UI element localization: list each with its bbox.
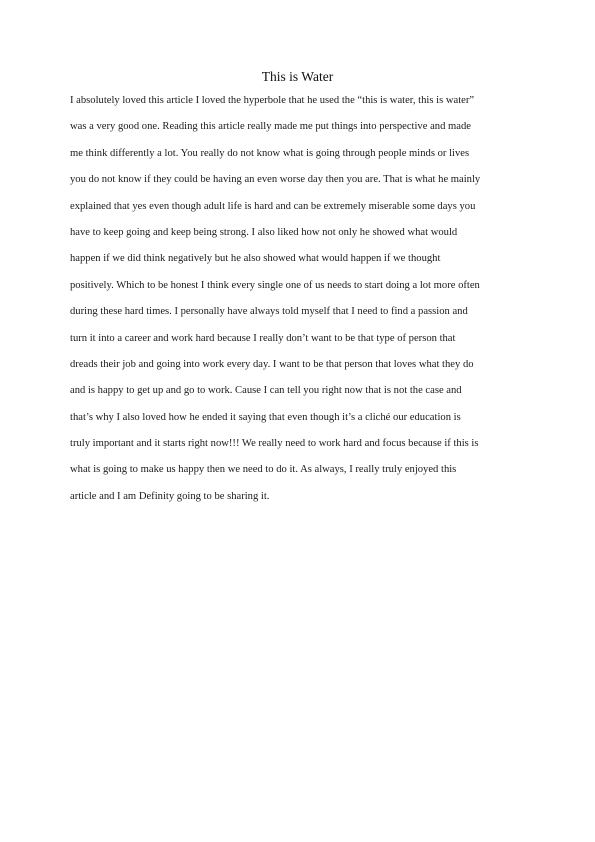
body-line: was a very good one. Reading this article really made me put things into perspective and made [70, 121, 471, 133]
document-title: This is Water [261, 69, 334, 84]
body-line: that’s why I also loved how he ended it saying that even though it’s a cliché our education is [70, 411, 461, 423]
body-line: during these hard times. I personally have always told myself that I need to find a passion and [70, 306, 468, 318]
body-line: turn it into a career and work hard because I really don’t want to be that type of person that [70, 332, 456, 344]
document-body [70, 88, 540, 510]
body-line: you do not know if they could be having an even worse day then you are. That is what he mainly [70, 174, 481, 186]
body-line: explained that yes even though adult life is hard and can be extremely miserable some days you [70, 200, 476, 212]
body-line: article and I am Definity going to be sharing it. [70, 490, 270, 502]
body-line: I absolutely loved this article I loved the hyperbole that he used the “this is water, this is water” [70, 95, 475, 106]
body-line: what is going to make us happy then we need to do it. As always, I really truly enjoyed this [70, 464, 457, 476]
body-line: dreads their job and going into work every day. I want to be that person that loves what they do [70, 358, 474, 370]
body-line: me think differently a lot. You really do not know what is going through people minds or lives [70, 147, 470, 159]
body-line: happen if we did think negatively but he also showed what would happen if we thought [70, 253, 441, 265]
body-line: and is happy to get up and go to work. Cause I can tell you right now that is not the case and [70, 385, 462, 397]
body-line: truly important and it starts right now!!! We really need to work hard and focus because if this is [70, 438, 479, 450]
body-line: positively. Which to be honest I think every single one of us needs to start doing a lot more often [70, 279, 480, 291]
body-line: have to keep going and keep being strong. I also liked how not only he showed what would [70, 226, 458, 238]
